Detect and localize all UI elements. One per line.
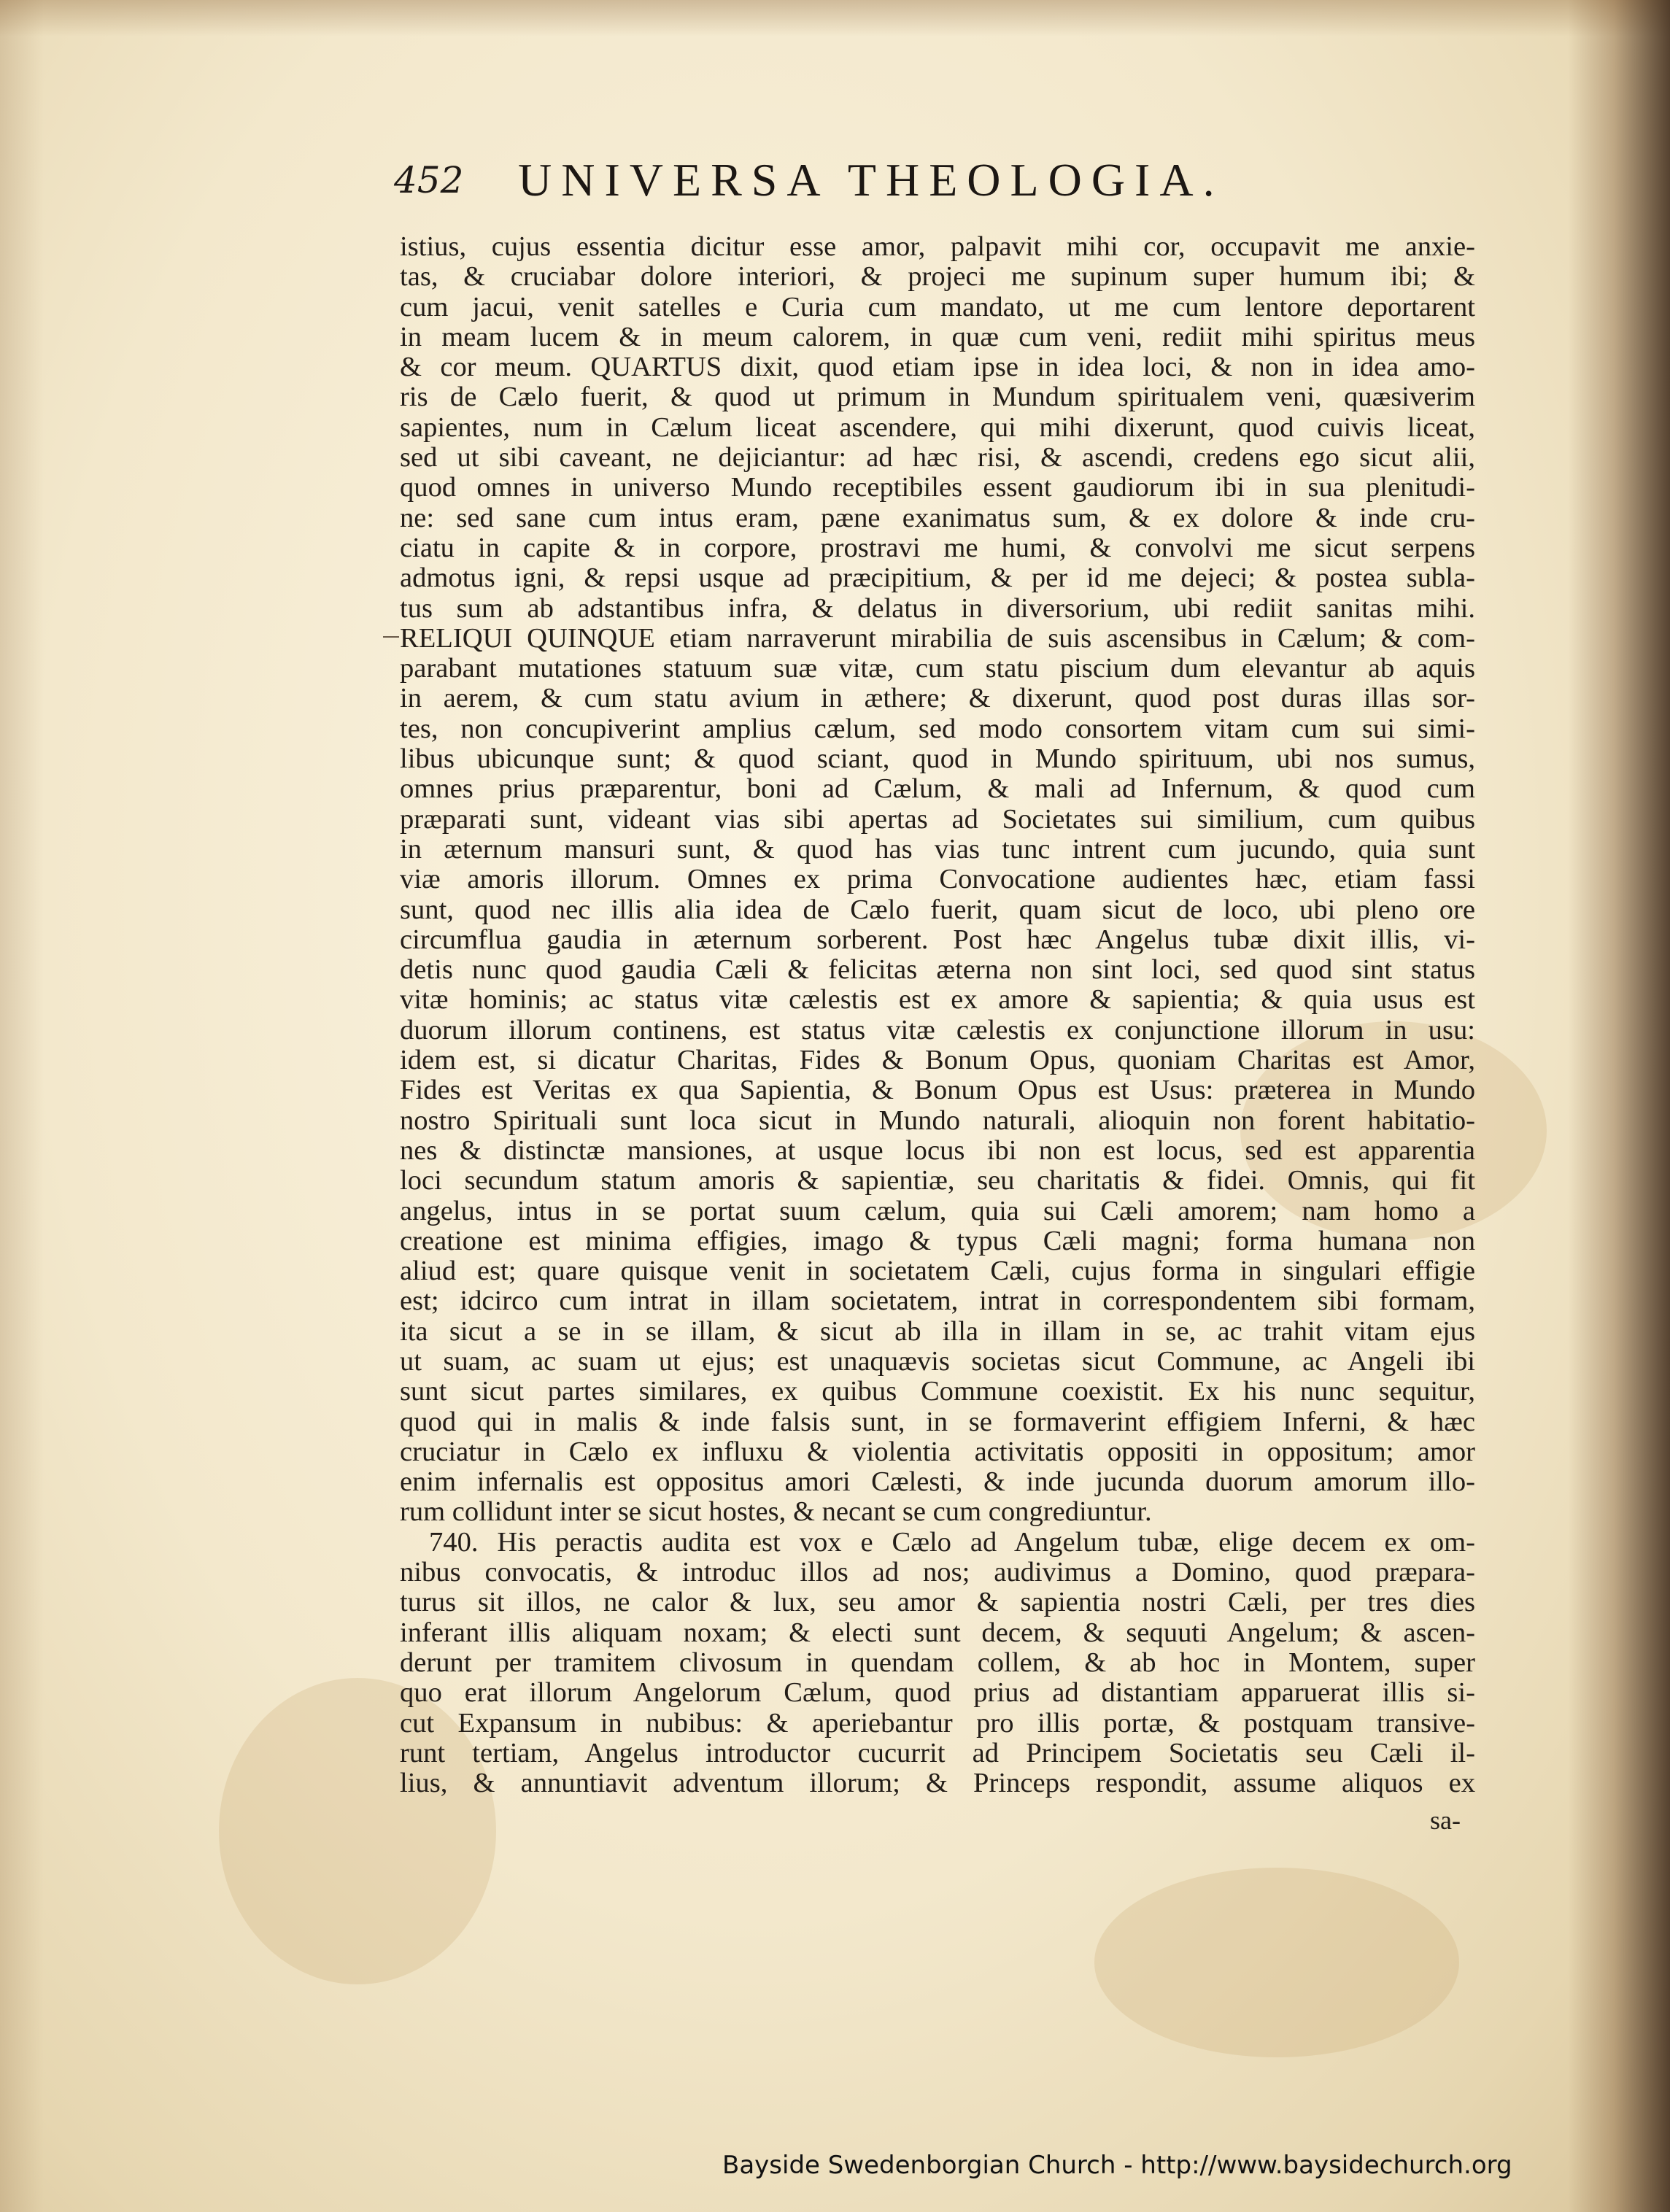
text-line: vitæ hominis; ac status vitæ cælestis est ex amore & sapientia; & quia usus est xyxy=(400,984,1475,1016)
text-line: quod omnes in universo Mundo receptibiles essent gaudiorum ibi in sua plenitudi- xyxy=(400,472,1475,503)
text-line: in meam lucem & in meum calorem, in quæ cum veni, rediit mihi spiritus meus xyxy=(400,321,1475,352)
text-line: 740. His peractis audita est vox e Cælo ad Angelum tubæ, elige decem ex om- xyxy=(429,1526,1475,1558)
text-line: libus ubicunque sunt; & quod sciant, quod in Mundo spirituum, ubi nos sumus, xyxy=(400,743,1475,775)
page-edge-shadow-top xyxy=(0,0,1670,36)
text-line: Fides est Veritas ex qua Sapientia, & Bonum Opus est Usus: præterea in Mundo xyxy=(400,1075,1475,1106)
text-line: nes & distinctæ mansiones, at usque locus ibi non est locus, sed est apparentia xyxy=(400,1134,1475,1166)
body-text xyxy=(400,232,1475,1798)
catchword: sa- xyxy=(1430,1806,1461,1835)
page-edge-shadow-left xyxy=(0,0,44,2212)
text-line: ciatu in capite & in corpore, prostravi me humi, & convolvi me sicut serpens xyxy=(400,532,1475,563)
page-number: 452 xyxy=(394,159,464,201)
text-line: præparati sunt, videant vias sibi apertas ad Societates sui similium, cum quibus xyxy=(400,803,1475,835)
text-line: viæ amoris illorum. Omnes ex prima Convocatione audientes hæc, etiam fassi xyxy=(400,864,1475,895)
text-line: creatione est minima effigies, imago & typus Cæli magni; forma humana non xyxy=(400,1225,1475,1256)
text-line: cum jacui, venit satelles e Curia cum mandato, ut me cum lentore deportarent xyxy=(400,291,1475,322)
page-header xyxy=(394,153,1474,212)
text-line: rum collidunt inter se sicut hostes, & necant se cum congrediuntur. xyxy=(400,1496,1152,1528)
text-line: sed ut sibi caveant, ne dejiciantur: ad hæc risi, & ascendi, credens ego sicut alii, xyxy=(400,442,1475,473)
text-line: in æternum mansuri sunt, & quod has vias tunc intrent cum jucundo, quia sunt xyxy=(400,833,1475,865)
text-line: enim infernalis est oppositus amori Cælesti, & inde jucunda duorum amorum illo- xyxy=(400,1466,1475,1498)
text-line: ut suam, ac suam ut ejus; est unaquævis societas sicut Commune, ac Angeli ibi xyxy=(400,1345,1475,1377)
text-line: loci secundum statum amoris & sapientiæ, seu charitatis & fidei. Omnis, qui fit xyxy=(400,1165,1475,1196)
text-line: nibus convocatis, & introduc illos ad nos; audivimus a Domino, quod præpara- xyxy=(400,1557,1475,1588)
page-edge-shadow-right xyxy=(1568,0,1670,2212)
text-line: sunt, quod nec illis alia idea de Cælo fuerit, quam sicut de loco, ubi pleno ore xyxy=(400,894,1475,925)
text-line: istius, cujus essentia dicitur esse amor, palpavit mihi cor, occupavit me anxie- xyxy=(400,231,1475,262)
watermark-credit: Bayside Swedenborgian Church - http://www.baysidechurch.org xyxy=(722,2151,1512,2180)
margin-mark xyxy=(383,636,399,638)
text-line: tus sum ab adstantibus infra, & delatus in diversorium, ubi rediit sanitas mihi. xyxy=(400,592,1475,624)
text-line: aliud est; quare quisque venit in societatem Cæli, cujus forma in singulari effigie xyxy=(400,1256,1475,1287)
text-line: ita sicut a se in se illam, & sicut ab illa in illam in se, ac trahit vitam ejus xyxy=(400,1315,1475,1347)
text-line: derunt per tramitem clivosum in quendam collem, & ab hoc in Montem, super xyxy=(400,1647,1475,1678)
running-title: UNIVERSA THEOLOGIA. xyxy=(518,154,1224,206)
text-line: lius, & annuntiavit adventum illorum; & Princeps respondit, assume aliquos ex xyxy=(400,1768,1475,1799)
text-line: tas, & cruciabar dolore interiori, & projeci me supinum super humum ibi; & xyxy=(400,261,1475,293)
text-line: sapientes, num in Cælum liceat ascendere, qui mihi dixerunt, quod cuivis liceat, xyxy=(400,411,1475,443)
text-line: admotus igni, & repsi usque ad præcipitium, & per id me dejeci; & postea subla- xyxy=(400,562,1475,594)
text-line: in aerem, & cum statu avium in æthere; & dixerunt, quod post duras illas sor- xyxy=(400,683,1475,714)
text-line: runt tertiam, Angelus introductor cucurrit ad Principem Societatis seu Cæli il- xyxy=(400,1737,1475,1768)
text-line: ris de Cælo fuerit, & quod ut primum in Mundum spiritualem veni, quæsiverim xyxy=(400,382,1475,413)
text-line: ne: sed sane cum intus eram, pæne exanimatus sum, & ex dolore & inde cru- xyxy=(400,502,1475,533)
text-line: circumflua gaudia in æternum sorberent. Post hæc Angelus tubæ dixit illis, vi- xyxy=(400,924,1475,955)
text-line: idem est, si dicatur Charitas, Fides & Bonum Opus, quoniam Charitas est Amor, xyxy=(400,1045,1475,1076)
text-line: RELIQUI QUINQUE etiam narraverunt mirabilia de suis ascensibus in Cælum; & com- xyxy=(400,622,1475,654)
text-line: duorum illorum continens, est status vitæ cælestis ex conjunctione illorum in usu: xyxy=(400,1014,1475,1045)
text-line: & cor meum. QUARTUS dixit, quod etiam ipse in idea loci, & non in idea amo- xyxy=(400,352,1475,383)
text-line: quod qui in malis & inde falsis sunt, in se formaverint effigiem Inferni, & hæc xyxy=(400,1406,1475,1437)
paper-stain xyxy=(1094,1868,1459,2057)
text-line: omnes prius præparentur, boni ad Cælum, & mali ad Infernum, & quod cum xyxy=(400,773,1475,805)
text-line: turus sit illos, ne calor & lux, seu amor & sapientia nostri Cæli, per tres dies xyxy=(400,1587,1475,1618)
text-line: parabant mutationes statuum suæ vitæ, cum statu piscium dum elevantur ab aquis xyxy=(400,653,1475,684)
text-line: sunt sicut partes similares, ex quibus Commune coexistit. Ex his nunc sequitur, xyxy=(400,1376,1475,1407)
text-line: nostro Spirituali sunt loca sicut in Mundo naturali, alioquin non forent habitatio- xyxy=(400,1105,1475,1136)
text-line: cruciatur in Cælo ex influxu & violentia activitatis oppositi in oppositum; amor xyxy=(400,1436,1475,1467)
text-line: inferant illis aliquam noxam; & electi sunt decem, & sequuti Angelum; & ascen- xyxy=(400,1617,1475,1648)
text-line: angelus, intus in se portat suum cælum, quia sui Cæli amorem; nam homo a xyxy=(400,1195,1475,1226)
text-line: est; idcirco cum intrat in illam societatem, intrat in correspondentem sibi formam, xyxy=(400,1285,1475,1317)
text-line: cut Expansum in nubibus: & aperiebantur pro illis portæ, & postquam transive- xyxy=(400,1707,1475,1739)
text-line: quo erat illorum Angelorum Cælum, quod prius ad distantiam apparuerat illis si- xyxy=(400,1677,1475,1709)
text-line: detis nunc quod gaudia Cæli & felicitas æterna non sint loci, sed quod sint status xyxy=(400,954,1475,986)
text-line: tes, non concupiverint amplius cælum, sed modo consortem vitam cum sui simi- xyxy=(400,713,1475,744)
